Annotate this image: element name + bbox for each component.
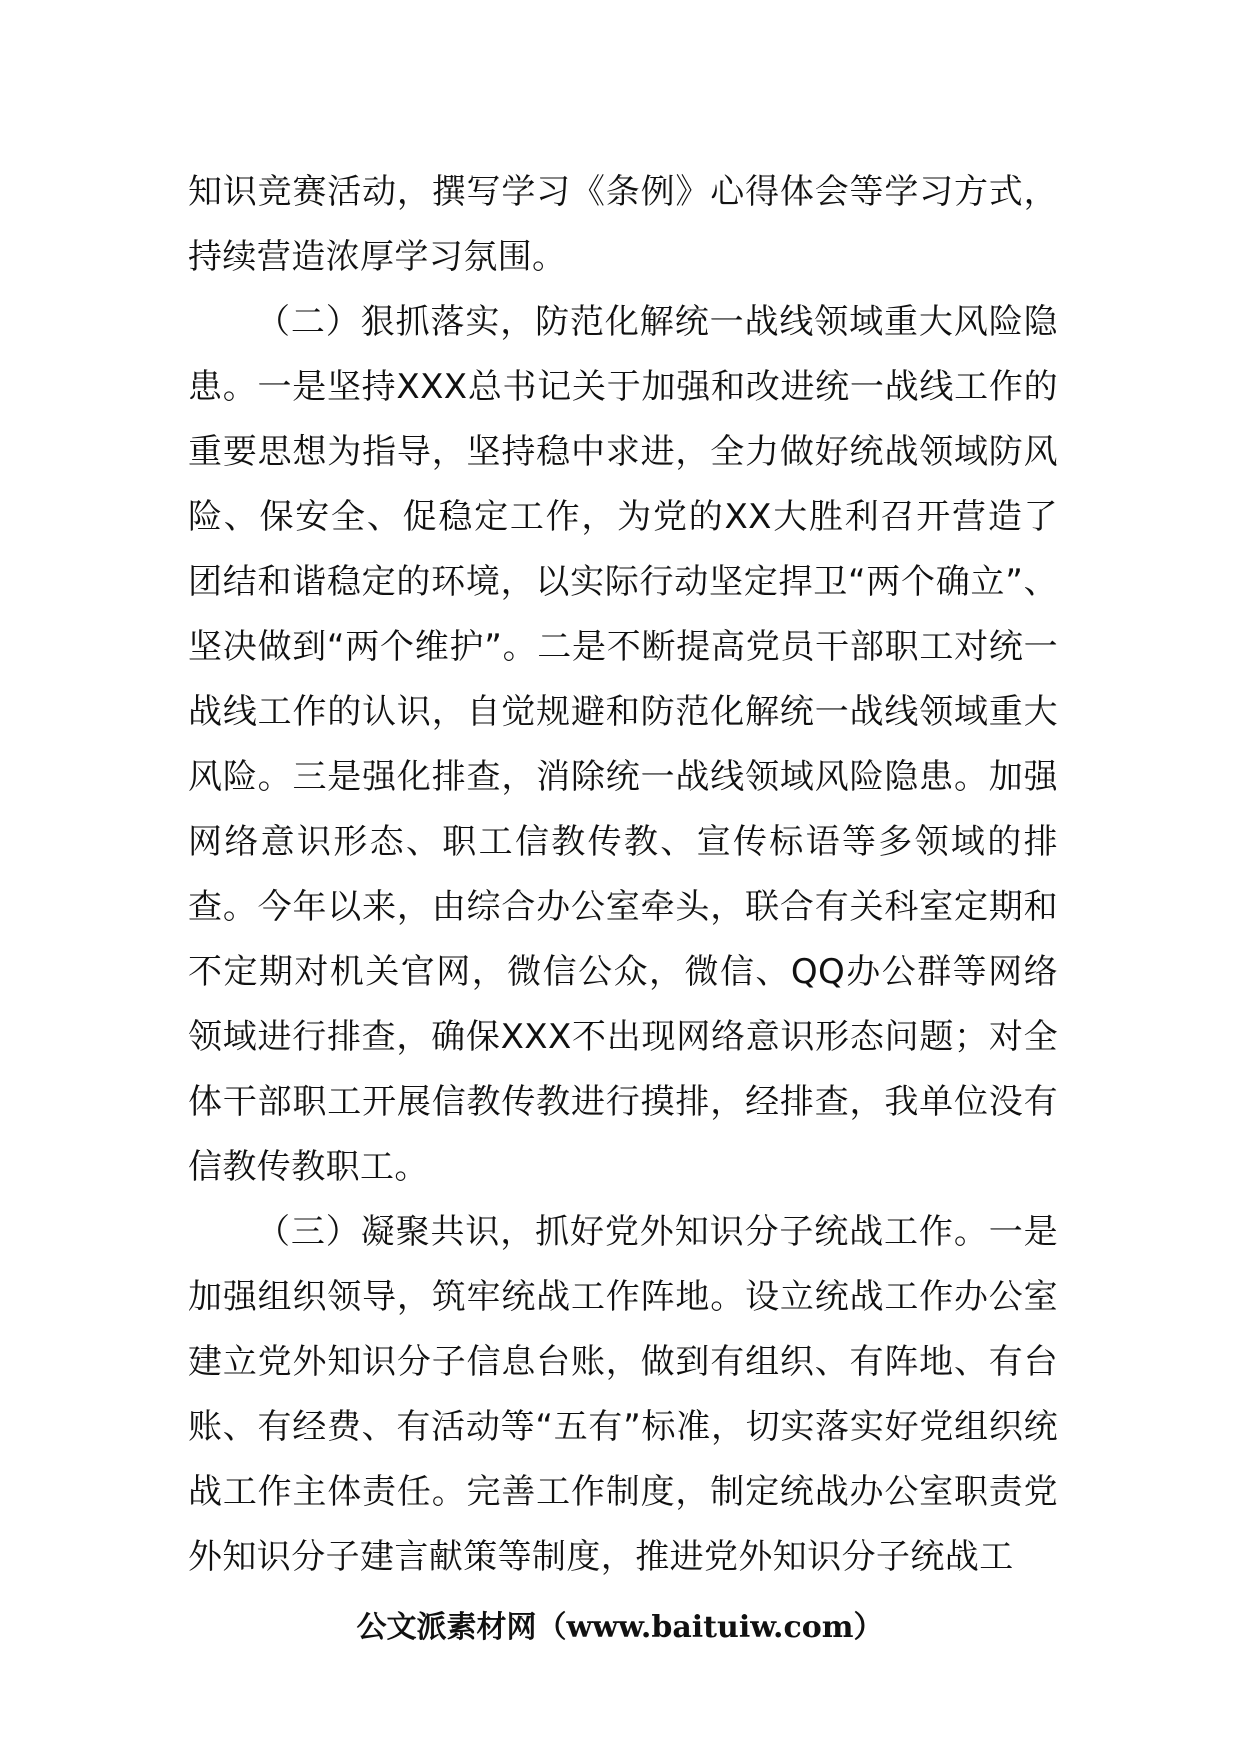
footer-source-watermark: 公文派素材网（www.baituiw.com）: [356, 1610, 884, 1645]
document-body: [188, 160, 1058, 1590]
paragraph-section-two: （二）狠抓落实，防范化解统一战线领域重大风险隐患。一是坚持XXX总书记关于加强和改进统一战线工作的重要思想为指导，坚持稳中求进，全力做好统战领域防风险、保安全、促稳定工作，为党的XX大胜利召开营造了团结和谐稳定的环境，以实际行动坚定捍卫“两个确立”、坚决做到“两个维护”。二是不断提高党员干部职工对统一战线工作的认识，自觉规避和防范化解统一战线领域重大风险。三是强化排查，消除统一战线领域风险隐患。加强网络意识形态、职工信教传教、宣传标语等多领域的排查。今年以来，由综合办公室牵头，联合有关科室定期和不定期对机关官网，微信公众，微信、QQ办公群等网络领域进行排查，确保XXX不出现网络意识形态问题；对全体干部职工开展信教传教进行摸排，经排查，我单位没有信教传教职工。: [188, 302, 1058, 1187]
paragraph-continuation: 知识竞赛活动，撰写学习《条例》心得体会等学习方式，持续营造浓厚学习氛围。: [188, 172, 1058, 277]
paragraph-section-three: （三）凝聚共识，抓好党外知识分子统战工作。一是加强组织领导，筑牢统战工作阵地。设立统战工作办公室建立党外知识分子信息台账，做到有组织、有阵地、有台账、有经费、有活动等“五有”标准，切实落实好党组织统战工作主体责任。完善工作制度，制定统战办公室职责党外知识分子建言献策等制度，推进党外知识分子统战工: [188, 1212, 1058, 1577]
